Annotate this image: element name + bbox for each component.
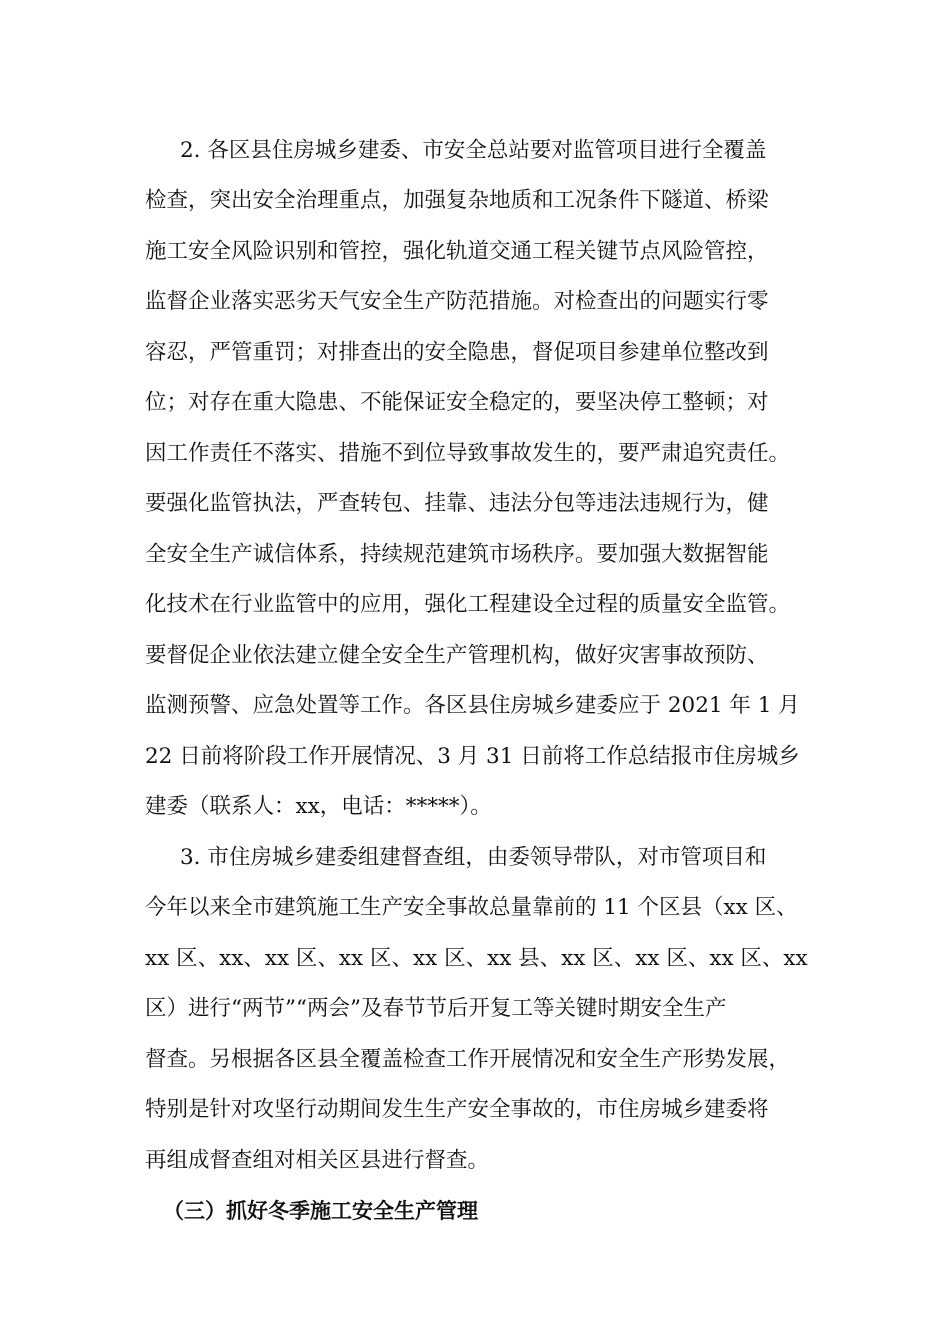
- paragraph-2-line-12: 监测预警、应急处置等工作。各区县住房城乡建委应于 2021 年 1 月: [145, 693, 800, 718]
- paragraph-2-line-3: 施工安全风险识别和管控，强化轨道交通工程关键节点风险管控，: [145, 239, 769, 264]
- paragraph-3-line-7: 再组成督查组对相关区县进行督查。: [145, 1148, 490, 1173]
- paragraph-3-line-3: xx 区、xx、xx 区、xx 区、xx 区、xx 县、xx 区、xx 区、xx 区、xx: [145, 946, 808, 971]
- paragraph-2-line-1: 2. 各区县住房城乡建委、市安全总站要对监管项目进行全覆盖: [180, 138, 767, 163]
- paragraph-3-line-6: 特别是针对攻坚行动期间发生生产安全事故的，市住房城乡建委将: [145, 1097, 769, 1122]
- paragraph-2-line-13: 22 日前将阶段工作开展情况、3 月 31 日前将工作总结报市住房城乡: [145, 744, 800, 769]
- paragraph-3-line-1: 3. 市住房城乡建委组建督查组，由委领导带队，对市管项目和: [180, 845, 767, 870]
- section-heading: （三）抓好冬季施工安全生产管理: [163, 1199, 478, 1223]
- paragraph-3-line-5: 督查。另根据各区县全覆盖检查工作开展情况和安全生产形势发展，: [145, 1047, 791, 1072]
- paragraph-2-line-6: 位；对存在重大隐患、不能保证安全稳定的，要坚决停工整顿；对: [145, 390, 769, 415]
- paragraph-2-line-7: 因工作责任不落实、措施不到位导致事故发生的，要严肃追究责任。: [145, 441, 791, 466]
- paragraph-2-line-2: 检查，突出安全治理重点，加强复杂地质和工况条件下隧道、桥梁: [145, 188, 769, 213]
- paragraph-2-line-11: 要督促企业依法建立健全安全生产管理机构，做好灾害事故预防、: [145, 643, 769, 668]
- paragraph-3-line-2: 今年以来全市建筑施工生产安全事故总量靠前的 11 个区县（xx 区、: [145, 895, 798, 920]
- paragraph-2-line-9: 全安全生产诚信体系，持续规范建筑市场秩序。要加强大数据智能: [145, 542, 769, 567]
- paragraph-3-line-4: 区）进行“两节”“两会”及春节节后开复工等关键时期安全生产: [145, 996, 727, 1021]
- paragraph-2-line-5: 容忍，严管重罚；对排查出的安全隐患，督促项目参建单位整改到: [145, 340, 769, 365]
- paragraph-2-line-10: 化技术在行业监管中的应用，强化工程建设全过程的质量安全监管。: [145, 592, 791, 617]
- paragraph-2-line-14: 建委（联系人：xx，电话：*****）。: [145, 794, 492, 819]
- paragraph-2-line-4: 监督企业落实恶劣天气安全生产防范措施。对检查出的问题实行零: [145, 289, 769, 314]
- paragraph-2-line-8: 要强化监管执法，严查转包、挂靠、违法分包等违法违规行为，健: [145, 491, 769, 516]
